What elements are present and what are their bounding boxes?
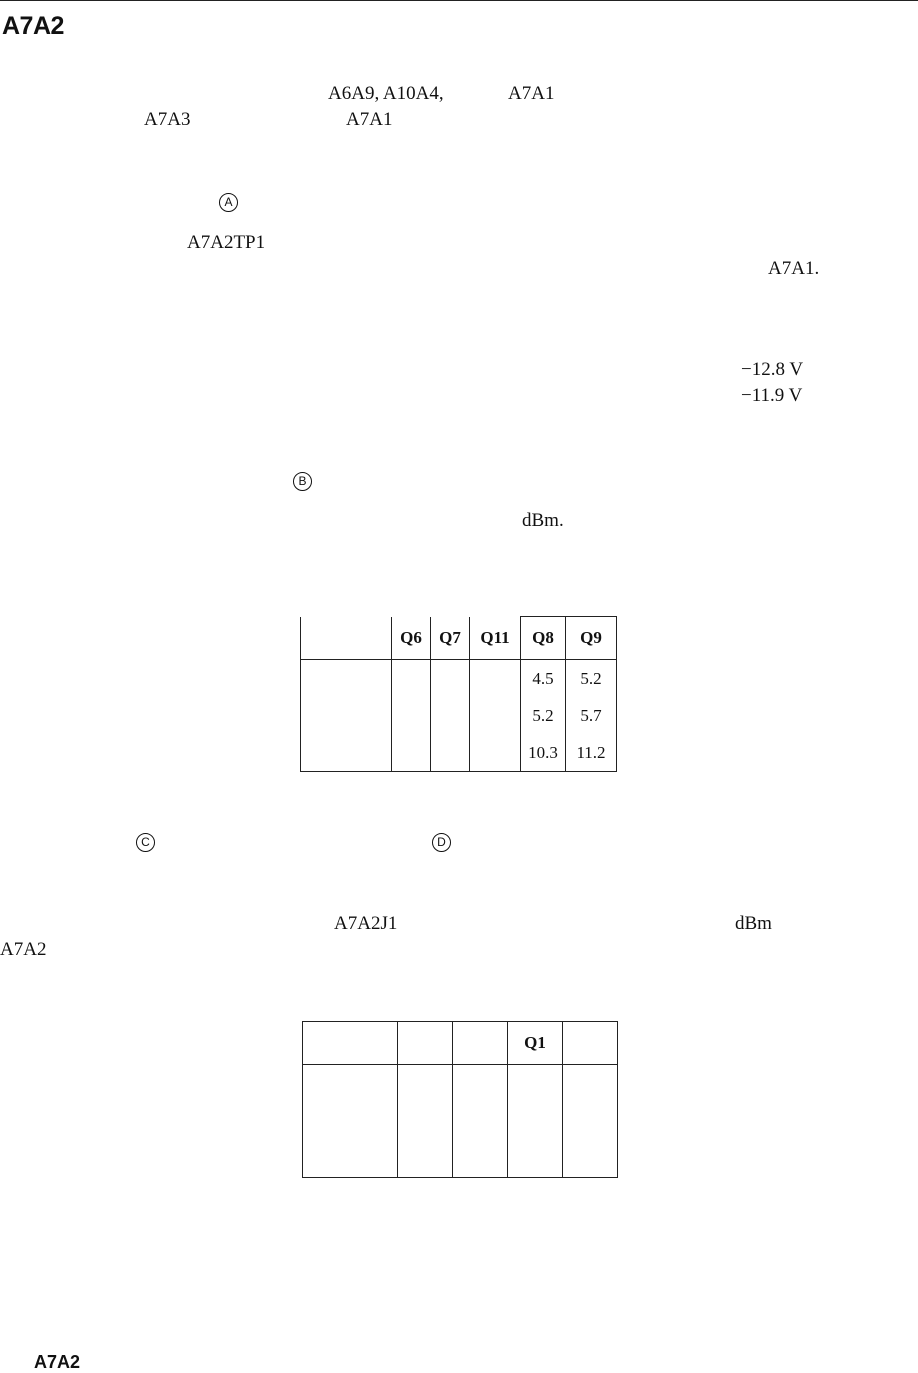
ref-a7a1-1: A7A1 <box>508 83 555 104</box>
table-cell: 10.3 <box>521 734 566 772</box>
table-row <box>301 660 617 698</box>
ref-a7a2: A7A2 <box>0 939 47 960</box>
table-cell <box>453 1065 508 1178</box>
table-header-cell <box>303 1022 398 1065</box>
ref-a7a2tp1: A7A2TP1 <box>187 232 266 253</box>
table-cell <box>470 734 521 772</box>
ref-a6a9-a10a4: A6A9, A10A4, <box>328 83 444 104</box>
table-cell <box>431 734 470 772</box>
ref-a7a1-2: A7A1 <box>346 109 393 130</box>
table-cell: 5.2 <box>521 697 566 734</box>
table-cell <box>392 734 431 772</box>
table-header-cell: Q8 <box>521 617 566 660</box>
voltage-1: −12.8 V <box>741 359 804 380</box>
ref-a7a1-3: A7A1. <box>768 258 820 279</box>
table-header-cell <box>398 1022 453 1065</box>
table-header-cell <box>453 1022 508 1065</box>
table-cell <box>301 697 392 734</box>
table-cell: 11.2 <box>566 734 617 772</box>
table-cell <box>301 660 392 698</box>
ref-a7a2j1: A7A2J1 <box>334 913 398 934</box>
table-row <box>301 697 617 734</box>
table-cell <box>392 697 431 734</box>
voltage-2: −11.9 V <box>741 385 803 406</box>
table-header-cell <box>563 1022 618 1065</box>
transistor-table <box>302 1021 618 1178</box>
table-header-row <box>301 617 617 660</box>
table-header-cell: Q9 <box>566 617 617 660</box>
page-title: A7A2 <box>2 12 64 40</box>
table-header-row <box>303 1022 618 1065</box>
table-cell <box>392 660 431 698</box>
footer-label: A7A2 <box>34 1352 81 1372</box>
table-header-cell: Q1 <box>508 1022 563 1065</box>
table-header-cell: Q11 <box>470 617 521 660</box>
table-row <box>303 1065 618 1178</box>
table-row <box>301 734 617 772</box>
table-cell <box>303 1065 398 1178</box>
table-cell: 4.5 <box>521 660 566 698</box>
unit-dbm-2: dBm <box>735 913 772 934</box>
table-header-cell: Q6 <box>392 617 431 660</box>
table-cell <box>431 697 470 734</box>
ref-a7a3: A7A3 <box>144 109 191 130</box>
table-header-cell: Q7 <box>431 617 470 660</box>
table-cell <box>301 734 392 772</box>
table-header-cell <box>301 617 392 660</box>
table-cell: 5.7 <box>566 697 617 734</box>
unit-dbm-1: dBm. <box>522 510 564 531</box>
marker-b-icon: B <box>293 472 312 491</box>
voltage-table <box>300 616 617 772</box>
table-cell <box>470 660 521 698</box>
table-cell <box>563 1065 618 1178</box>
marker-c-icon: C <box>136 833 155 852</box>
table-cell <box>470 697 521 734</box>
table-cell <box>398 1065 453 1178</box>
table-cell <box>508 1065 563 1178</box>
marker-d-icon: D <box>432 833 451 852</box>
table-cell: 5.2 <box>566 660 617 698</box>
table-cell <box>431 660 470 698</box>
marker-a-icon: A <box>219 193 238 212</box>
top-rule <box>0 0 918 1</box>
